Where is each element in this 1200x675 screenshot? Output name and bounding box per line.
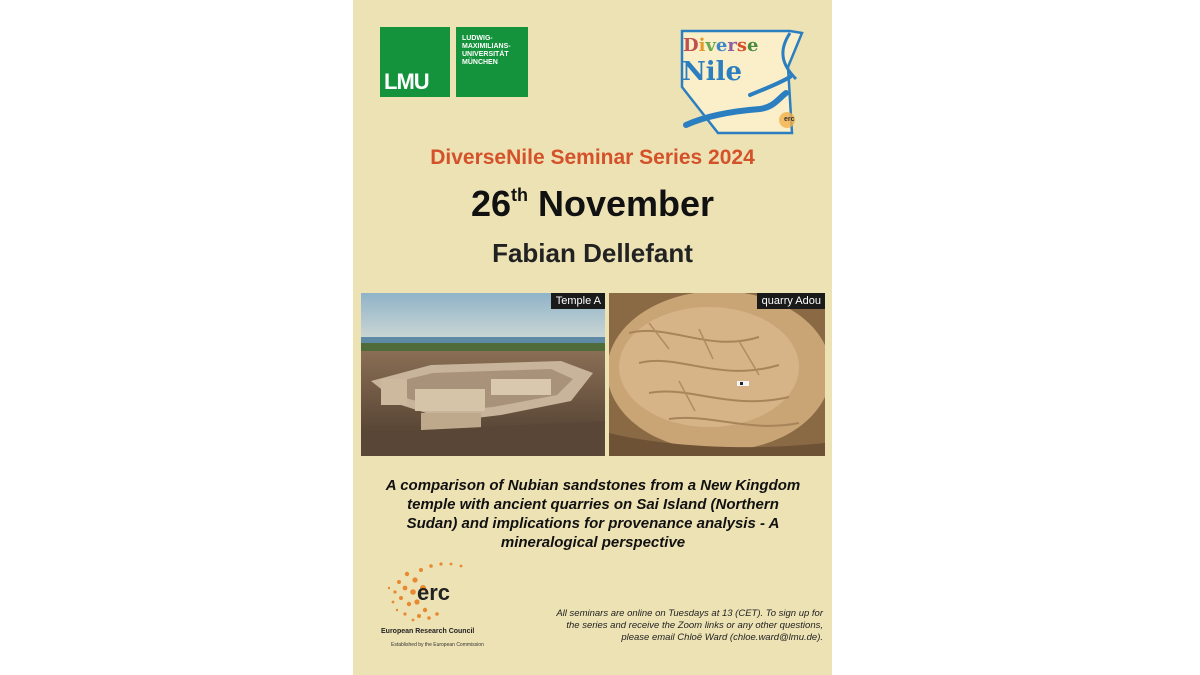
lmu-logo (380, 27, 528, 97)
erc-mini-label: erc (784, 116, 795, 123)
seminar-series-title: DiverseNile Seminar Series 2024 (430, 146, 755, 169)
seminar-poster (353, 0, 832, 675)
seminar-date (353, 183, 832, 225)
quarry-photo (609, 293, 825, 456)
diversenile-logo-word-2: Nile (682, 57, 743, 87)
quarry-photo-image (609, 293, 825, 456)
temple-photo (361, 293, 605, 456)
lmu-logo-name: LUDWIG- MAXIMILIANS- UNIVERSITÄT MÜNCHEN (456, 27, 528, 97)
lmu-logo-mark (380, 27, 450, 97)
date-month: November (538, 183, 715, 224)
diversenile-logo (678, 27, 806, 135)
erc-logo (377, 558, 507, 658)
date-day: 26 (470, 183, 511, 224)
date-suffix: th (510, 185, 528, 205)
erc-logo-name: European Research Council (381, 628, 475, 635)
lmu-logo-text: LMU (384, 69, 429, 94)
talk-abstract: A comparison of Nubian sandstones from a New Kingdom temple with ancient quarries on Sai Island (Northern Sudan) and implications for provenance analysis - A mineralogical perspective (385, 477, 801, 551)
seminar-info-text: All seminars are online on Tuesdays at 13 (CET). To sign up for the series and receive the Zoom links or any other questions, please email Chloë Ward (chloe.ward@lmu.de). (556, 608, 823, 643)
speaker-name: Fabian Dellefant (492, 238, 693, 268)
quarry-photo-caption: quarry Adou (757, 293, 825, 309)
temple-photo-image (361, 293, 605, 456)
erc-logo-subtitle: Established by the European Commission (391, 642, 484, 648)
temple-photo-caption: Temple A (551, 293, 605, 309)
erc-logo-word: erc (417, 580, 451, 605)
diversenile-logo-word-1: Diverse (683, 35, 759, 56)
